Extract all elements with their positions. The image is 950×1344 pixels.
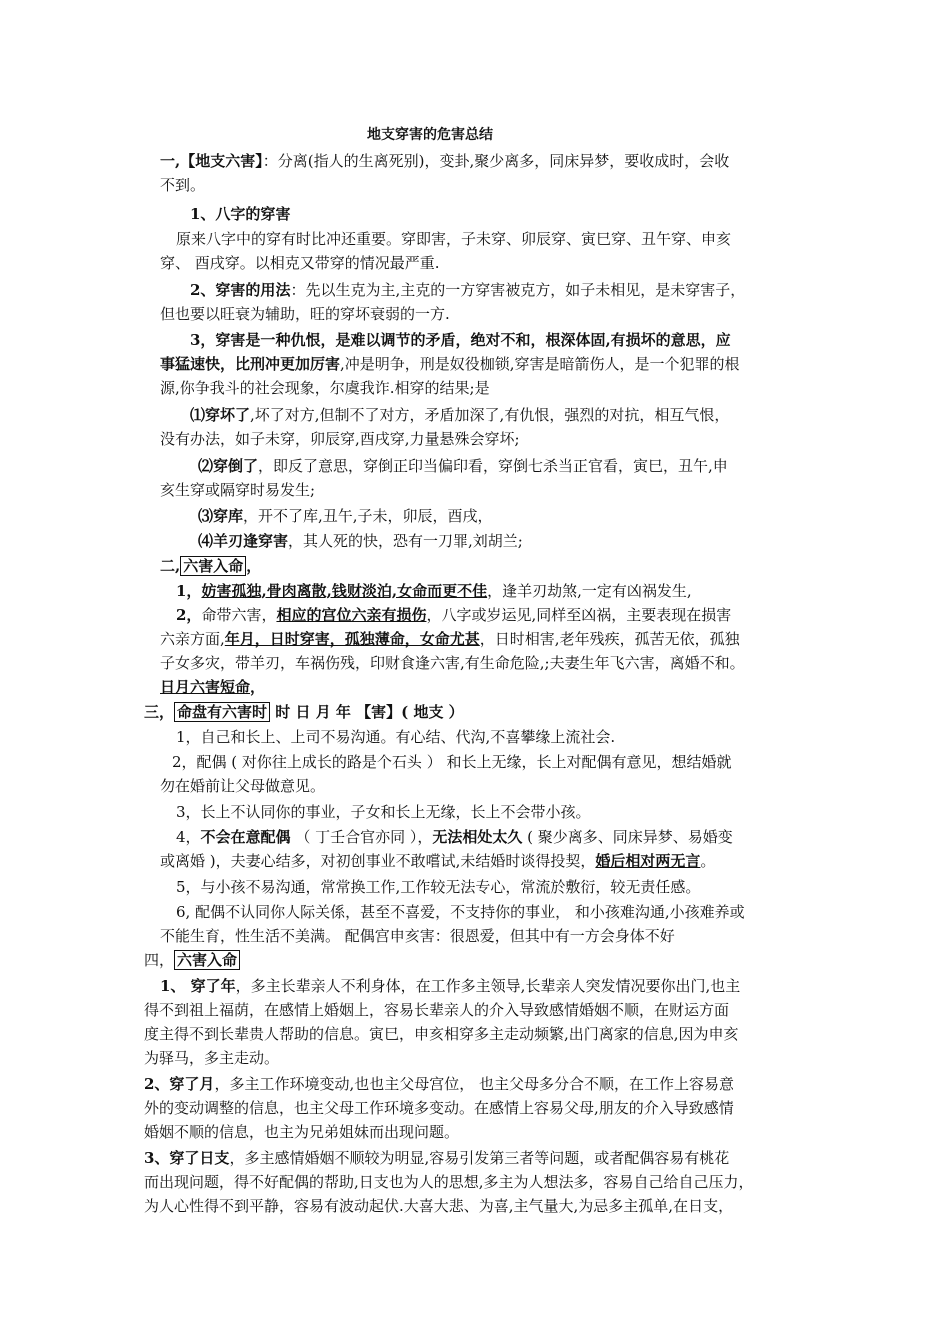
s1-p1-line2: 穿、 酉戌穿。以相克又带穿的情况最严重. <box>160 254 440 272</box>
s3-item4-bold2: 无法相处太久 <box>432 828 523 846</box>
s3-item4-underlined: 婚后相对两无言 <box>595 852 701 870</box>
s3-item2-line2: 勿在婚前让父母做意见。 <box>160 777 326 795</box>
s4-label-box: 六害入命 <box>174 950 240 970</box>
s4-heading <box>144 949 240 971</box>
s2-suffix: ， <box>246 557 262 575</box>
s1-heading <box>160 150 729 172</box>
s3-item4-mid: （ 丁壬合官亦同 ）， <box>290 828 433 846</box>
s1-label: 【地支六害】 <box>180 152 263 170</box>
s1-item4 <box>198 530 523 552</box>
s3-item5: 5，与小孩不易沟通，常常换工作,工作较无法专心，常流於敷衍，较无责任感。 <box>176 878 701 896</box>
s1-item3-bold: ⑶穿库 <box>198 507 244 525</box>
s4-p1-line4: 为驿马，多主走动。 <box>144 1049 280 1067</box>
s3-item4-line1 <box>176 826 733 848</box>
s1-sub3-line3: 源,你争我斗的社会现象，尔虞我诈.相穿的结果;是 <box>160 379 490 397</box>
s2-heading <box>160 555 261 577</box>
s1-item1-text: ,坏了对方,但制不了对方，矛盾加深了,有仇恨，强烈的对抗，相互气恨， <box>250 406 730 424</box>
s4-p3-line1 <box>144 1147 729 1169</box>
s1-heading-line2: 不到。 <box>160 176 206 194</box>
s4-p1-bold: 1、 穿了年 <box>160 977 236 995</box>
s2-p2-underlined: 相应的宫位六亲有损伤 <box>276 606 427 624</box>
s3-prefix: 三， <box>144 703 175 721</box>
s1-sub3-bold1: 3，穿害是一种仇恨，是难以调节的矛盾，绝对不和，根深体固,有损坏的意思，应 <box>190 331 731 349</box>
s2-p2-l2-text: ，日时相害,老年残疾，孤苦无依，孤独 <box>479 630 740 648</box>
s3-item2-line1: 2，配偶 ( 对你往上成长的路是个石头 ） 和长上无缘，长上对配偶有意见，想结婚就 <box>172 753 732 771</box>
s2-p1 <box>176 580 692 602</box>
s1-sub3-line2 <box>160 353 740 375</box>
s2-p2-text: ，八字或岁运见,同样至凶祸，主要表现在损害 <box>426 606 732 624</box>
s3-item4-bold1: 不会在意配偶 <box>200 828 291 846</box>
s3-suffix: 时 日 月 年 【害】( 地支 ） <box>270 703 464 721</box>
s4-p2-text: ，多主工作环境变动,也也主父母宫位， 也主父母多分合不顺，在工作上容易意 <box>214 1075 734 1093</box>
s4-p2-bold: 2、穿了月 <box>144 1075 215 1093</box>
s1-item4-bold: ⑷羊刃逢穿害 <box>198 532 289 550</box>
s3-item4-num: 4， <box>176 828 201 846</box>
s3-item4-l2-end: 。 <box>700 852 716 870</box>
s4-prefix: 四， <box>144 951 175 969</box>
s2-p2-line2 <box>160 628 740 650</box>
s3-item4-line2 <box>160 850 715 872</box>
s4-p3-line3: 为人心性得不到平静，容易有波动起伏.大喜大悲、为喜,主气量大,为忌多主孤单,在日支， <box>144 1197 734 1215</box>
s2-p1-num: 1， <box>176 582 202 600</box>
s1-item1-bold: ⑴穿坏了 <box>190 406 251 424</box>
s2-prefix: 二, <box>160 557 181 575</box>
s1-item2-line1 <box>198 455 728 477</box>
s3-item4-text: ( 聚少离多、同床异梦、易婚变 <box>522 828 733 846</box>
s1-item1-line2: 没有办法，如子未穿，卯辰穿,酉戌穿,力量悬殊会穿坏; <box>160 430 520 448</box>
s4-p2-line2: 外的变动调整的信息，也主父母工作环境多变动。在感情上容易父母,朋友的介入导致感情 <box>144 1099 734 1117</box>
document-title: 地支穿害的危害总结 <box>367 127 493 143</box>
s4-p3-text: ，多主感情婚姻不顺较为明显,容易引发第三者等问题，或者配偶容易有桃花 <box>229 1149 730 1167</box>
s3-item6-line2: 不能生育，性生活不美满。 配偶宫申亥害：很恩爱，但其中有一方会身体不好 <box>160 927 675 945</box>
s2-p3-underlined: 日月六害短命 <box>160 678 251 696</box>
s1-item2-text: ，即反了意思，穿倒正印当偏印看，穿倒七杀当正官看，寅巳，丑午,申 <box>258 457 728 475</box>
s2-label-box: 六害入命 <box>180 556 246 576</box>
s4-p2-line1 <box>144 1073 734 1095</box>
s3-label-box: 命盘有六害时 <box>174 702 270 722</box>
s4-p3-bold: 3、穿了日支 <box>144 1149 230 1167</box>
s1-sub1-title <box>190 203 290 225</box>
s1-sub1-title-text: 1、八字的穿害 <box>190 205 291 223</box>
s1-item2-bold: ⑵穿倒了 <box>198 457 259 475</box>
s1-sub3-line1 <box>190 329 731 351</box>
s4-p1-line1 <box>160 975 740 997</box>
s2-p2-line3: 子女多灾，带羊刃，车祸伤残，印财食逢六害,有生命危险,;夫妻生年飞六害，离婚不和。 <box>160 654 745 672</box>
s4-p1-line2: 得不到祖上福荫，在感情上婚姻上，容易长辈亲人的介入导致感情婚姻不顺，在财运方面 <box>144 1001 730 1019</box>
s4-p1-text: ，多主长辈亲人不利身体，在工作多主领导,长辈亲人突发情况要你出门,也主 <box>235 977 741 995</box>
s1-sub3-bold2: 事猛速快，比刑冲更加厉害 <box>160 355 341 373</box>
s1-item4-text: ，其人死的快，恐有一刀罪,刘胡兰; <box>288 532 523 550</box>
s1-sub2-line2: 但也要以旺衰为辅助，旺的穿坏衰弱的一方. <box>160 305 450 323</box>
s3-item1: 1，自己和长上、上司不易沟通。有心结、代沟,不喜攀缘上流社会. <box>176 728 616 746</box>
s1-item3-text: ，开不了库,丑午,子未，卯辰，酉戌， <box>243 507 493 525</box>
s4-p1-line3: 度主得不到长辈贵人帮助的信息。寅巳，申亥相穿多主走动频繁,出门离家的信息,因为申亥 <box>144 1025 739 1043</box>
s2-p2-a: 命带六害， <box>201 606 277 624</box>
s1-item2-line2: 亥生穿或隔穿时易发生; <box>160 481 316 499</box>
s2-p2-l2a: 六亲方面, <box>160 630 225 648</box>
s2-p2-line1 <box>176 604 731 626</box>
s2-p1-text: ，逢羊刃劫煞,一定有凶祸发生, <box>487 582 692 600</box>
s2-p1-underlined: 妨害孤独,骨肉离散,钱财淡泊,女命而更不佳 <box>201 582 488 600</box>
s1-heading-text: ：分离(指人的生离死别)，变卦,聚少离多，同床异梦，要收成时，会收 <box>262 152 730 170</box>
s3-item6-line1: 6, 配偶不认同你人际关係，甚至不喜爱，不支持你的事业， 和小孩难沟通,小孩难养或 <box>176 903 745 921</box>
s1-item1-line1 <box>190 404 729 426</box>
s4-p2-line3: 婚姻不顺的信息，也主为兄弟姐妹而出现问题。 <box>144 1123 460 1141</box>
s3-item3: 3，长上不认同你的事业，子女和长上无缘，长上不会带小孩。 <box>176 803 591 821</box>
s2-p3-text: ， <box>250 678 266 696</box>
s4-p3-line2: 而出现问题，得不好配偶的帮助,日支也为人的思想,多主为人想法多，容易自己给自己压力， <box>144 1173 754 1191</box>
s1-sub2-text: ：先以生克为主,主克的一方穿害被克方，如子未相见，是未穿害子， <box>290 281 746 299</box>
s1-p1-line1: 原来八字中的穿有时比冲还重要。穿即害，子未穿、卯辰穿、寅巳穿、丑午穿、申亥 <box>176 230 732 248</box>
s2-p2-l2-underlined: 年月，日时穿害，孤独薄命，女命尤甚 <box>224 630 480 648</box>
s1-sub3-text2: ,冲是明争，刑是奴役枷锁,穿害是暗箭伤人，是一个犯罪的根 <box>340 355 740 373</box>
s3-item4-l2-text: 或离婚 )，夫妻心结多，对初创事业不敢嚐试,未结婚时谈得投契， <box>160 852 596 870</box>
s2-p2-num: 2， <box>176 606 202 624</box>
s1-sub2-line1 <box>190 279 745 301</box>
s1-item3 <box>198 505 493 527</box>
s3-heading <box>144 701 464 723</box>
s2-p3 <box>160 676 265 698</box>
s1-prefix: 一, <box>160 152 181 170</box>
s1-sub2-title: 2、穿害的用法 <box>190 281 291 299</box>
